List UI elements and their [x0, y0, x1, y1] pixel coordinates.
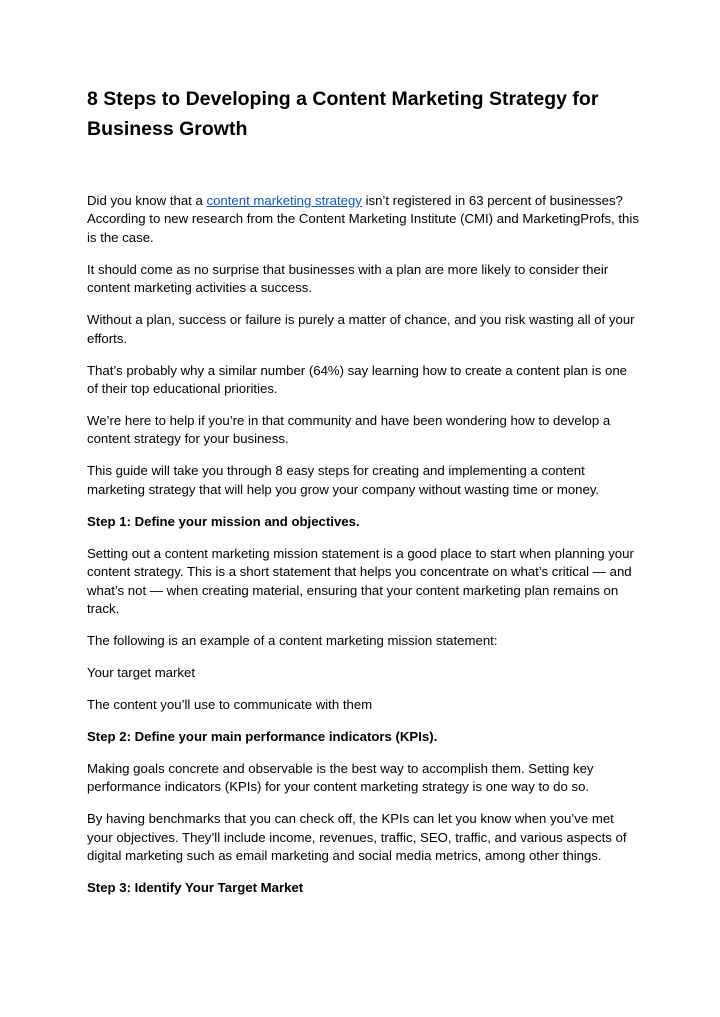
step-1-list-line: The content you’ll use to communicate with them: [87, 697, 373, 713]
step-1-paragraph: The following is an example of a content marketing mission statement:: [87, 633, 498, 649]
content-marketing-strategy-link[interactable]: content marketing strategy: [206, 193, 362, 208]
body-paragraph: This guide will take you through 8 easy steps for creating and implementing a content marketing strategy that will help you grow your company without wasting time or money.: [87, 463, 600, 497]
step-1-heading: Step 1: Define your mission and objectives.: [87, 513, 360, 529]
body-paragraph: It should come as no surprise that businesses with a plan are more likely to consider their content marketing activities a success.: [87, 261, 609, 296]
step-2-heading: Step 2: Define your main performance indicators (KPIs).: [87, 729, 438, 745]
document-title: 8 Steps to Developing a Content Marketing Strategy for Business Growth: [87, 88, 599, 140]
body-paragraph: Without a plan, success or failure is purely a matter of chance, and you risk wasting all of your efforts.: [87, 312, 635, 346]
intro-text-after-link: isn’t registered in 63 percent of businesses? According to new research from the Content Marketing Institute (CMI) and MarketingProfs, this is the case.: [87, 193, 639, 245]
step-2-paragraph: Making goals concrete and observable is the best way to accomplish them. Setting key performance indicators (KPIs) for your content marketing strategy is one way to do so.: [87, 761, 594, 795]
intro-paragraph: [87, 192, 639, 247]
step-3-heading: Step 3: Identify Your Target Market: [87, 880, 304, 896]
body-paragraph: We’re here to help if you’re in that community and have been wondering how to develop a content strategy for your business.: [87, 413, 611, 447]
intro-text-before-link: Did you know that a: [87, 193, 207, 208]
step-1-list-line: Your target market: [87, 665, 195, 681]
step-2-paragraph: By having benchmarks that you can check off, the KPIs can let you know when you’ve met your objectives. They’ll include income, revenues, traffic, SEO, traffic, and various aspects of digital marketing such as email marketing and social media metrics, among other things.: [87, 811, 627, 864]
step-1-paragraph: Setting out a content marketing mission statement is a good place to start when planning your content strategy. This is a short statement that helps you concentrate on what’s critical — and what’s not — when creating material, ensuring that your content marketing plan remains on track.: [87, 545, 634, 617]
document-body: [87, 84, 639, 911]
body-paragraph: That’s probably why a similar number (64%) say learning how to create a content plan is one of their top educational priorities.: [87, 362, 627, 397]
